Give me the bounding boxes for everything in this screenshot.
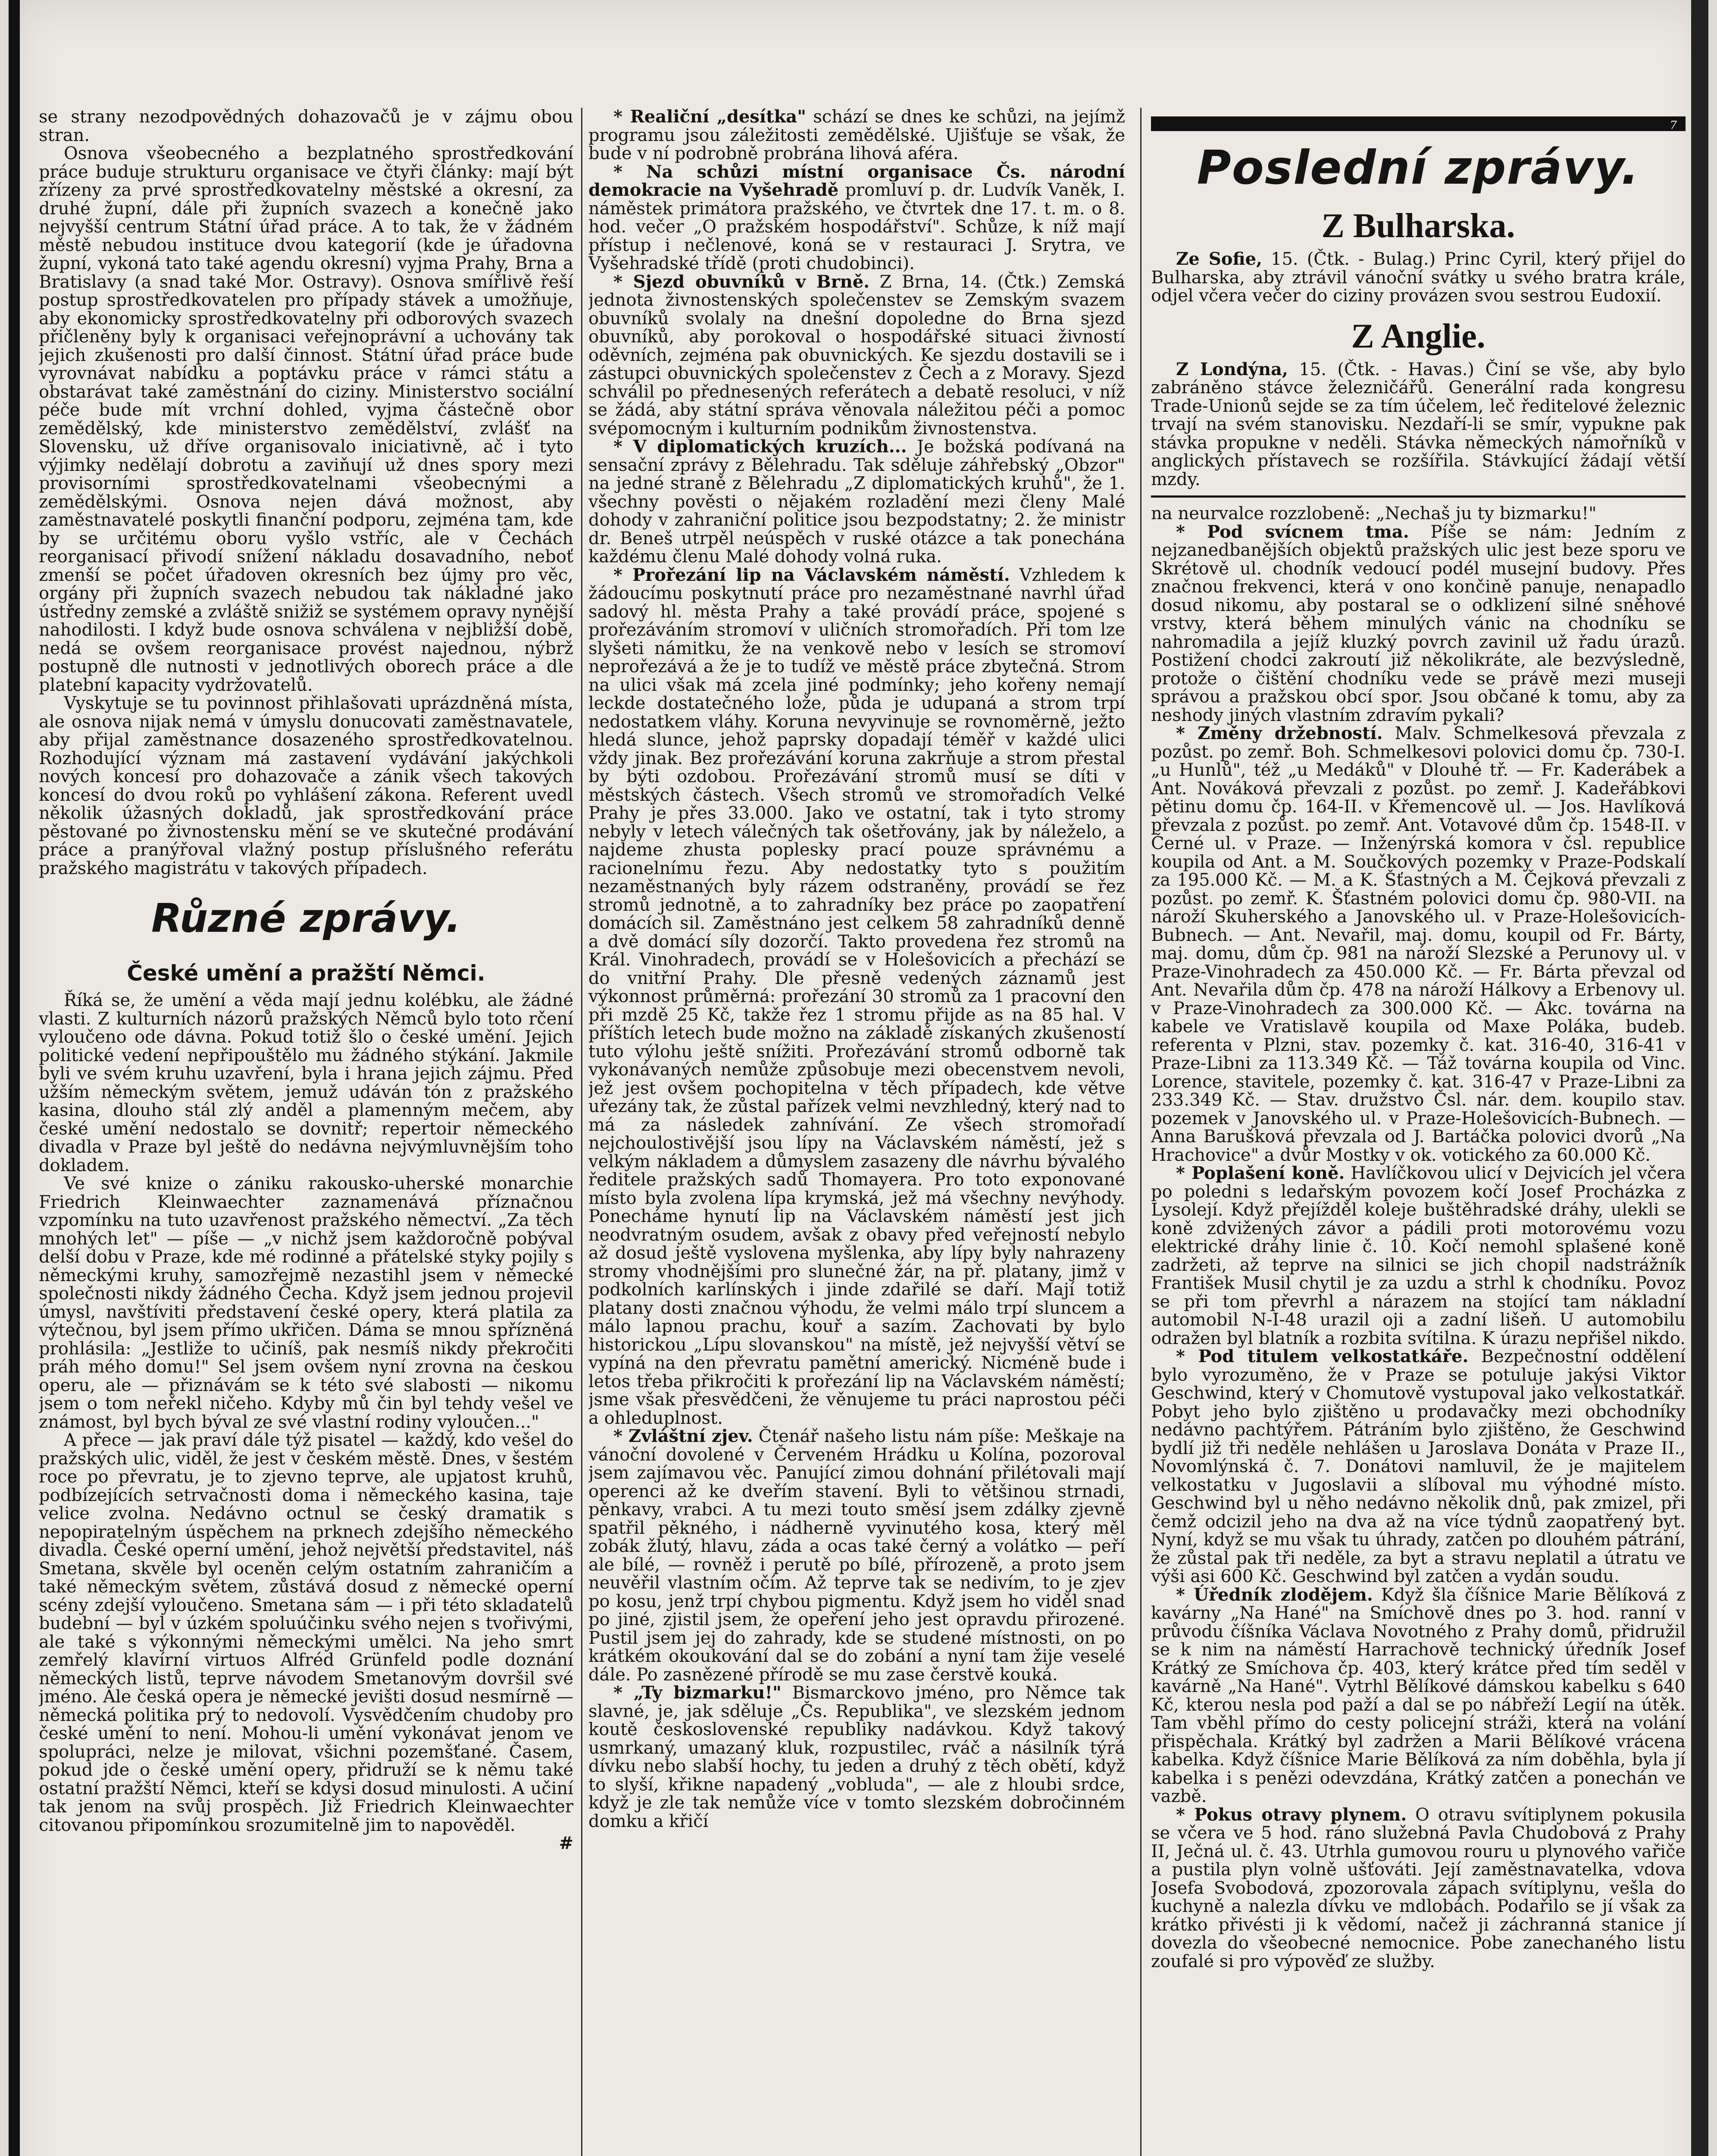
- news-text: na neurvalce rozzlobeně: „Nechaš ju ty bizmarku!": [1151, 504, 1597, 523]
- news-text: Z Brna, 14. (Čtk.) Zemská jednota živnostenských společenstev se Zemským svazem obuvníků svolaly na dnešní dopoledne do Brna sjezd obuvníků, aby porokoval o hospodářské situaci živností oděvních, zejména pak obuvnických. Ke sjezdu dostavili se i zástupci obuvnických společenstev z Čech a z Moravy. Sjezd schválil po přednesených referátech a debatě resoluci, v níž se žádá, aby státní správa věnovala náležitou péči a pomoc svépomocným i kulturním podnikům živnostenstva.: [588, 272, 1125, 439]
- news-lead: * „Ty bizmarku!": [613, 1683, 782, 1703]
- article-paragraph: Ve své knize o zániku rakousko-uherské monarchie Friedrich Kleinwaechter zaznamenává příznačnou vzpomínku na tuto uzavřenost pražského němectví. „Za těch mnohých let" — píše — „v nichž jsem každoročně pobýval delší dobu v Praze, kde mé rodinné a přátelské styky pojily s německými kruhy, samozřejmě nezastihl jsem v německé společnosti nikdy žádného Čecha. Když jsem jednou projevil úmysl, navštíviti představení české opery, která platila za výtečnou, byl jsem přímo ukřičen. Dáma se mnou spřízněná prohlásila: „Jestliže to učiníš, pak nesmíš nikdy překročiti práh mého domu!" Sel jsem ovšem nyní zrovna na českou operu, ale — přiznávám se k této své slabosti — nikomu jsem o tom neřekl ničeho. Kdyby mů čin byl tehdy vešel ve známost, byl bych býval ze své vlastní rodiny vyloučen...": [39, 1174, 573, 1432]
- article-paragraph: A přece — jak praví dále týž pisatel — každý, kdo vešel do pražských ulic, viděl, že jest v českém městě. Dnes, v šestém roce po převratu, je to zjevno teprve, ale upjatost kruhů, podbízejících setrvačnosti doma i německého kasina, taje velice zvolna. Nedávno octnul se český dramatik s nepopiratelným úspěchem na prknech zdejšího německého divadla. České operní umění, jehož největší představitel, náš Smetana, skvěle byl oceněn celým ostatním zahraničím a také německým světem, zůstává dosud z německé operní scény zdejší vyloučeno. Smetana sám — i při této skladatelů budební — byl v úzkém spoluúčinku svého nejen s tvořivými, ale také s výkonnými německými umělci. Na jeho smrt zemřelý klavírní virtuos Alfréd Grünfeld podle doznání německých listů, teprve návodem Smetanovým dovršil své jméno. Ale česká opera je německé jevišti dosud nesmírně — německá politika prý to nedovolí. Vysvědčením chudoby pro české umění to není. Mohou-li umění vykonávat jenom ve spolupráci, nelze je milovat, všichni pozemšťané. Časem, pokud jde o české umění opery, přidruží se k němu také ostatní pražští Němci, kteří se kdysi dosud minulosti. A učiní tak jenom na svůj prospěch. Již Friedrich Kleinwaechter citovanou připomínkou srozumitelně jim to napověděl.: [39, 1430, 573, 1835]
- news-item: [588, 163, 1125, 273]
- news-lead: * Pokus otravy plynem.: [1176, 1804, 1407, 1825]
- news-lead: * Úředník zlodějem.: [1176, 1584, 1373, 1605]
- article-paragraph: se strany nezodpovědných dohazovačů je v zájmu obou stran.: [39, 108, 573, 145]
- news-item: [1151, 1806, 1686, 1971]
- column-2: [588, 108, 1125, 2156]
- scan-edge-left: [9, 0, 20, 2156]
- news-lead: * Zvláštní zjev.: [613, 1426, 753, 1446]
- news-lead: * Realiční „desítka": [613, 108, 806, 127]
- country-heading: Z Bulharska.: [1321, 207, 1515, 245]
- news-item: [1151, 1586, 1686, 1806]
- section-divider: [1151, 495, 1686, 498]
- section-title: Různé zprávy.: [151, 895, 461, 941]
- news-lead: Ze Sofie,: [1176, 249, 1262, 269]
- article-paragraph: Osnova všeobecného a bezplatného sprostředkování práce buduje strukturu organisace ve čtyři články: mají být zřízeny za prvé sprostředkovatelny městské a okresní, za druhé župní, dále při župních svazech a konečně jako nejvyšší centrum Státní úřad práce. A to tak, že v žádném městě nebudou instituce dvou kategorií (kde je úřadovna župní, vykoná tato také agendu okresní) vyjma Prahy, Brna a Bratislavy (a snad také Mor. Ostravy). Osnova smířlivě řeší postup sprostředkovatelen pro případy stávek a umožňuje, aby ekonomicky sprostředkovatelny při odborových svazech přičleněny byly k organisaci veřejnoprávní a uchovány tak jejich zkušenosti pro další činnost. Státní úřad práce bude vyrovnávat nabídku a poptávku práce v rámci státu a obstarávat také zaměstnání do ciziny. Ministerstvo sociální péče bude mít vrchní dohled, vyjma částečně obor zemědělský, kde ministerstvo zemědělství, zvlášť na Slovensku, už dříve organisovalo iniciativně, ač i tyto výjimky nedělají dobrotu a zaviňují už dnes spory mezi provisorními sprostředkovatelnami všeobecnými a zemědělskými. Osnova nejen dává možnost, aby zaměstnavatelé poskytli finanční podporu, zejména tam, kde by se určitému oboru vyšlo vstříc, ale v Čechách reorganisací přivodí snížení nákladu dosavadního, neboť zmenší se počet úřadoven okresních bez újmy pro věc, orgány při župních svazech nebudou tak nákladné jako ústředny zemské a zvláště snižiž se systémem opravy nynější nahodilosti. I když bude osnova schválena v nejbližší době, nedá se ovšem reorganisace provést najednou, nýbrž postupně dle nutnosti v jednotlivých oborech práce a dle platební kapacity vydržovatelů.: [39, 144, 573, 695]
- masthead-bar: [1151, 116, 1686, 131]
- news-text: Bezpečnostní oddělení bylo vyrozuměno, že v Praze se potuluje jakýsi Viktor Geschwind, který v Chomutově vystupoval jako velkostatkář. Pobyt jeho bylo zjištěno u prodavačky mezi obchodníky nedávno pachtýřem. Pátráním bylo zjištěno, že Geschwind bydlí již tři neděle nehlášen u Jaroslava Donáta v Praze II., Novomlýnská č. 7. Donátovi namluvil, že je majitelem velkostatku v Jugoslavii a slíboval mu výhodné místo. Geschwind byl u něho nedávno několik dnů, pak zmizel, při čemž odcizil jeho na dva až na více týdnů zaopatřený byt. Nyní, když se mu však tu úhrady, zatčen po dlouhém pátrání, že zůstal pak tři neděle, za byt a stravu neplatil a útratu ve výši asi 600 Kč. Geschwind byl zatčen a vydán soudu.: [1151, 1347, 1686, 1586]
- news-text: Píše se nám: Jedním z nejzanedbanějších objektů pražských ulic jest beze sporu ve Skrétově ul. chodník vedoucí podél musejní budovy. Přes značnou frekvenci, která v ono končině panuje, nenapadlo dosud nikomu, aby postaral se o odklizení silné sněhové vrstvy, která během minulých vánic na chodníku se nahromadila a jejíž kluzký povrch zavinil už řadu úrazů. Postižení chodci zakroutí již několikráte, ale bezvýsledně, protože o čištění chodníku vede se právě mezi museji správou a pražskou obcí spor. Jsou občané k tomu, aby za neshody jiných vlastním zdravím pykali?: [1151, 522, 1686, 725]
- news-text: Malv. Schmelkesová převzala z pozůst. po zemř. Boh. Schmelkesovi polovici domu čp. 730-I. „u Hunlů", též „u Medáků" v Dlouhé tř. — Fr. Kaderábek a Ant. Nováková převzali z pozůst. po zemř. J. Kadeřábkovi pětinu domu čp. 164-II. v Křemencově ul. — Jos. Havlíková převzala z pozůst. po zemř. Ant. Votavové dům čp. 1548-II. v Černé ul. v Praze. — Inženýrská komora v čsl. republice koupila od Ant. a M. Součkových pozemky v Praze-Podskalí za 195.000 Kč. — M. a K. Šťastných a M. Čejková převzali z pozůst. po zemř. K. Šťastném polovici domu čp. 980-VII. na nároží Skuherského a Janovského ul. v Praze-Holešovicích-Bubnech. — Ant. Nevařil, maj. domu, koupil od Fr. Bárty, maj. domu, dům čp. 981 na nároží Slezské a Perunovy ul. v Praze-Vinohradech za 450.000 Kč. — Fr. Bárta převzal od Ant. Nevařila dům čp. 478 na nároží Hálkovy a Erbenovy ul. v Praze-Vinohradech za 300.000 Kč. — Akc. továrna na kabele ve Vratislavě koupila od Maxe Poláka, budeb. referenta v Plzni, stav. pozemky č. kat. 316-40, 316-41 v Praze-Libni za 113.349 Kč. — Táž továrna koupila od Vinc. Lorence, stavitele, pozemky č. kat. 316-47 v Praze-Libni za 233.349 Kč. — Stav. družstvo Čsl. nár. dem. koupilo stav. pozemek v Janovského ul. v Praze-Holešovicích-Bubnech. — Anna Barušková převzala od J. Bartáčka polovici dvorů „Na Hrachovice" a dvůr Mostky v ok. votického za 60.000 Kč.: [1151, 724, 1686, 1165]
- latest-news-title: Poslední zprávy.: [1197, 141, 1640, 195]
- news-lead: * Prořezání lip na Václavském náměstí.: [613, 564, 1010, 585]
- news-lead: * Pod titulem velkostatkáře.: [1176, 1346, 1469, 1366]
- newspaper-page: [9, 0, 1708, 2156]
- article-title: České umění a pražští Němci.: [127, 961, 485, 986]
- news-text: Bismarckovo jméno, pro Němce tak slavné, je, jak sděluje „Čs. Republika", ve slezském jednom koutě československé republiky nadávkou. Když takový usmrkaný, umazaný kluk, rozpustilec, rváč a násilník týrá dívku nebo slabší hochy, tu jeden a druhý z těch obětí, když to slyší, křikne napadený „vobluda", — ale z hloubi srdce, když je zle tak nemůže více v tomto slezském dobročinném domku a křičí: [588, 1683, 1125, 1831]
- news-text: schází se dnes ke schůzi, na jejímž programu jsou záležitosti zemědělské. Ujišťuje se však, že bude v ní podrobně probrána lihová aféra.: [588, 108, 1125, 163]
- news-item: [1151, 1164, 1686, 1348]
- news-lead: * Změny držebností.: [1176, 723, 1383, 743]
- news-text: Je božská podívaná na sensační zprávy z Bělehradu. Tak sděluje záhřebský „Obzor" na jedné straně z Bělehradu „Z diplomatických kruhů", že 1. všechny pověsti o nějakém rozladění mezi členy Malé dohody v zahraniční politice jsou bezpodstatny; 2. že ministr dr. Beneš utrpěl neúspěch v ruské otázce a tak ponechána každému členu Malé dohody volná ruka.: [588, 437, 1125, 567]
- news-item: [1151, 1348, 1686, 1586]
- news-item: [1151, 523, 1686, 725]
- column-rule-1: [581, 108, 582, 2156]
- news-item: [588, 1427, 1125, 1684]
- article-paragraph: Říká se, že umění a věda mají jednu kolébku, ale žádné vlasti. Z kulturních názorů pražských Němců bylo toto rčení vyloučeno ode dávna. Pokud totiž šlo o české umění. Jejich politické vedení nepřipouštělo mu žádného stýkání. Jakmile byli ve svém kruhu uzavření, byla i hrana jejich zájmu. Před užším německým světem, jemuž udáván tón z pražského kasina, dlouho stál zlý anděl a plamenným mečem, aby české umění nedostalo se dovnitř; repertoir německého divadla v Praze byl ještě do nedávna nejvýmluvnějším toho dokladem.: [39, 990, 573, 1175]
- news-text: O otravu svítiplynem pokusila se včera ve 5 hod. ráno služebná Pavla Chudobová z Prahy II, Ječná ul. č. 43. Utrhla gumovou rouru u plynového vařiče a pustila plyn volně ušťováti. Její zaměstnavatelka, vdova Josefa Svobodová, zpozorovala zápach svítiplynu, vešla do kuchyně a nalezla dívku ve mdlobách. Podařilo se jí však za krátko přivésti ji k vědomí, načež ji záchranná stanice jí dovezla do všeobecné nemocnice. Pobe zanechaného listu zoufalé si pro výpověď ze služby.: [1151, 1805, 1686, 1971]
- news-item: [588, 1684, 1125, 1830]
- column-1: [39, 108, 573, 2156]
- news-text: 15. (Čtk. - Havas.) Činí se vše, aby bylo zabráněno stávce železničářů. Generální rada kongresu Trade-Unionů sejde se za tím účelem, leč ředitelové železnic trvají na svém stanovisku. Nezdaří-li se smír, vypukne pak stávka propukne v neděli. Stávka německých námořníků v anglických přístavech se rozšířila. Stávkující žádají větší mzdy.: [1151, 359, 1686, 489]
- news-text: Vzhledem k žádoucímu poskytnutí práce pro nezaměstnané navrhl úřad sadový hl. města Prahy a také provádí práce, spojené s prořezáváním stromoví v uličních stromořadích. Při tom lze slyšeti námitku, že na venkově nebo v lesích se stromoví neprořezává a že je to tudíž ve městě práce zbytečná. Strom na ulici však má zcela jiné podmínky; jeho kořeny nemají leckde dostatečného lože, půda je udupaná a strom trpí nedostatkem vláhy. Koruna nevyvinuje se rovnoměrně, ježto hledá slunce, jehož paprsky dopadají téměř v každé ulici vždy jinak. Bez prořezávání koruna zakrňuje a strom přestal by býti ozdobou. Prořezávání stromů musí se díti v městských částech. Všech stromů ve stromořadích Velké Prahy je přes 33.000. Jako ve ostatní, tak i tyto stromy nebyly v letech válečných tak ošetřovány, jak by náleželo, a najdeme zhusta poplesky prací pouze správnému a racionelnímu řezu. Aby nedostatky tyto s použitím nezaměstnaných byly rázem odstraněny, provádí se řez stromů jednotně, a to zahradníky bez práce po zaopatření domácích sil. Zaměstnáno jest celkem 58 zahradníků denně a dvě domácí síly dozorčí. Takto provedena řez stromů na Král. Vinohradech, provádí se v Holešovicích a přechází se do vnitřní Prahy. Dle přesně vedených záznamů jest výkonnost průměrná: prořezání 30 stromů za 1 pracovní den při mzdě 25 Kč, takže řez 1 stromu přijde as na 85 hal. V příštích letech bude možno na základě získaných zkušeností tuto výlohu ještě snížiti. Prořezávání stromů odborně tak vykonávaných nemůže způsobuje mezi obecenstvem nevoli, jež jest ovšem pochopitelna v těch případech, kde větve uřezány tak, že zůstal pařízek velmi nevzhledný, který nad to má za následek zahnívání. Ze všech stromořadí nejchoulostivější jsou lípy na Václavském náměstí, jež s velkým nákladem a důmyslem zasazeny dle návrhu bývalého ředitele pražských sadů Thomayera. Pro toto exponované místo byla zvolena lípa krymská, jež má všechny nevýhody. Ponecháme hynutí lip na Václavském náměstí jest jich neodvratným osudem, avšak z obavy před veřejností nebylo až dosud ještě vyslovena myšlenka, aby lípy byly nahrazeny stromy vhodnějšími pro slunečné žár, na př. platany, jimž v podkolních karlínských i jinde zdařilé se daří. Mají totiž platany dosti značnou výhodu, že velmi málo trpí sluncem a málo lapnou prachu, kouř a sazím. Zachovati by bylo historickou „Lípu slovanskou" na místě, jež nejvyšší větví se vypíná na den převratu pamětní americký. Nicméně bude i letos třeba přikročiti k prořezání lip na Václavském náměstí; jsme však přesvědčeni, že věnujeme tu práci naprostou péči a ohleduplnost.: [588, 565, 1125, 1428]
- article-paragraph: Vyskytuje se tu povinnost přihlašovati uprázdněná místa, ale osnova nijak nemá v úmyslu donucovati zaměstnavatele, aby přijal zaměstnance dosazeného sprostředkovatelnou. Rozhodující význam má zastavení vydávání jakýchkoli nových koncesí pro dohazovače a zánik všech takových koncesí do dvou roků po vyhlášení zákona. Referent uvedl několik úžasných dokladů, jak sprostředkování práce pěstované po živnostensku mění se ve skutečné prodávání práce a pranýřoval vlažný postup příslušného referátu pražského magistrátu v takových případech.: [39, 693, 573, 878]
- news-text: Když šla číšnice Marie Bělíková z kavárny „Na Hané" na Smíchově dnes po 3. hod. ranní v průvodu číšníka Václava Novotného z Prahy domů, přidružil se k nim na náměstí Harrachově technický úředník Josef Krátký ze Smíchova čp. 403, který krátce před tím seděl v kavárně „Na Hané". Vytrhl Bělíkové dámskou kabelku s 640 Kč, kterou nesla pod paží a dal se po nábřeží Legií na útěk. Tam vběhl přímo do cesty policejní stráži, která na volání přispěchala. Krátký byl zadržen a Marii Bělíkové vrácena kabelka. Když číšnice Marie Bělíková za ním doběhla, byla jí kabelka i s penězi odevzdána, Krátký zatčen a ponechán ve vazbě.: [1151, 1585, 1686, 1806]
- news-item: [1151, 505, 1686, 523]
- news-lead: Z Londýna,: [1176, 359, 1288, 379]
- end-mark: #: [559, 1833, 573, 1853]
- news-lead: * Pod svícnem tma.: [1176, 521, 1409, 542]
- news-text: Čtenář našeho listu nám píše: Meškaje na vánoční dovolené v Červeném Hrádku u Kolína, pozoroval jsem zajímavou věc. Panující zimou dohnání přilétovali mají operenci až ke dveřím stavení. Byli to většinou strnadi, pěnkavy, vrabci. A tu mezi touto směsí jsem zdálky zjevně spatřil pěkného, i nádherně vyvinutého kosa, který měl zobák žlutý, hlavu, záda a ocas také černý a volátko — peří ale bílé, — rovněž i perutě po bílé, přírozeně, a proto jsem neuvěřil vlastním očím. Až teprve tak se nedivím, to je zjev po kosu, jenž trpí chybou pigmentu. Když jsem ho viděl snad po jiné, zjistil jsem, že opeření jeho jest opravdu přirozené. Pustil jsem jej do zahrady, kde se studené místnosti, on po krátkém okoukování dal se do zobání a nyní tam žije veselé dále. Po zasnězené přírodě se mu zase čerstvě kouká.: [588, 1426, 1125, 1685]
- country-heading: Z Anglie.: [1351, 317, 1486, 355]
- news-text: 15. (Čtk. - Bulag.) Princ Cyril, který přijel do Bulharska, aby ztrávil vánoční svátky u svého bratra krále, odjel včera večer do ciziny provázen svou sestrou Eudoxií.: [1151, 249, 1686, 306]
- bar-mark: 7: [1670, 119, 1677, 132]
- news-item: [588, 438, 1125, 566]
- column-3: [1151, 108, 1686, 2156]
- news-item: [588, 566, 1125, 1428]
- news-item: [1151, 250, 1686, 305]
- news-lead: * Na schůzi místní organisace Čs. národní demokracie na Vyšehradě: [588, 161, 1125, 200]
- news-text: promluví p. dr. Ludvík Vaněk, I. náměstek primátora pražského, ve čtvrtek dne 17. t. m. o 8. hod. večer „O pražském hospodářství". Schůze, k níž mají přístup i nečlenové, koná se v restauraci J. Srytra, ve Vyšehradské třídě (proti chudobinci).: [588, 180, 1125, 273]
- news-lead: * V diplomatických kruzích...: [613, 436, 907, 457]
- column-rule-2: [1140, 108, 1142, 2156]
- news-item: [588, 108, 1125, 163]
- news-lead: * Poplašení koně.: [1176, 1163, 1345, 1183]
- news-item: [1151, 724, 1686, 1164]
- news-item: [1151, 360, 1686, 489]
- news-text: Havlíčkovou ulicí v Dejvicích jel včera po poledni s ledařským povozem kočí Josef Procházka z Lysolejí. Když přejížděl koleje buštěhradské dráhy, ulekli se koně zdvižených závor a pádili proti motorovému vozu elektrické dráhy linie č. 10. Kočí nemohl splašené koně zadržeti, až teprve na silnici se jich chopil nadstrážník František Musil chytil je za uzdu a strhl k chodníku. Povoz se při tom převrhl a nárazem na stojící tam nákladní automobil N-I-48 urazil oji a zadní lišeň. U automobilu odražen byl blatník a rozbita svítilna. K úrazu nepřišel nikdo.: [1151, 1163, 1686, 1348]
- scan-edge-right: [1691, 0, 1708, 2156]
- news-item: [588, 273, 1125, 438]
- news-lead: * Sjezd obuvníků v Brně.: [613, 271, 870, 292]
